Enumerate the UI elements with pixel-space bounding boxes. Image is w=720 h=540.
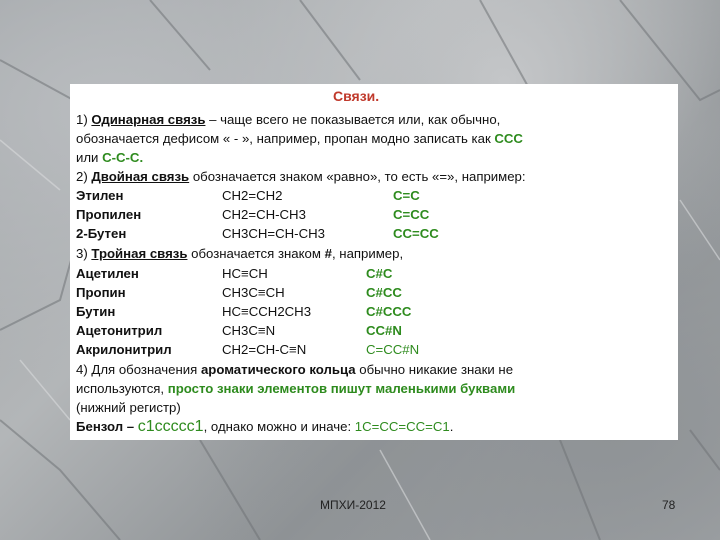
- aromatic-term: ароматического кольца: [200, 362, 356, 377]
- propane-smiles: CCC: [494, 131, 523, 146]
- compound-smiles: C=C: [393, 188, 420, 203]
- footer-text: МПХИ-2012: [320, 498, 386, 512]
- single-bond-line-3: [76, 149, 143, 167]
- triple-bond-line: [76, 245, 403, 263]
- compound-name: Пропилен: [76, 207, 142, 222]
- item-number: 1): [76, 112, 92, 127]
- double-bond-term: Двойная связь: [91, 169, 190, 184]
- compound-formula: HC≡CCH2CH3: [222, 304, 312, 319]
- compound-name: Акрилонитрил: [76, 342, 172, 357]
- slide-title: Связи.: [333, 88, 380, 104]
- aromatic-text-4: (нижний регистр): [76, 400, 181, 415]
- compound-smiles: C=CC: [393, 207, 430, 222]
- item-number: 3): [76, 246, 92, 261]
- aromatic-text: 4) Для обозначения: [76, 362, 201, 377]
- aromatic-text-2: обычно никакие знаки не: [355, 362, 514, 377]
- compound-smiles: C#C: [366, 266, 393, 281]
- benzene-smiles-kekule: 1C=CC=CC=C1: [354, 419, 450, 434]
- double-bond-text: обозначается знаком «равно», то есть «=», например:: [189, 169, 526, 184]
- benzene-period: .: [449, 419, 454, 434]
- benzene-text: , однако можно и иначе:: [203, 419, 355, 434]
- compound-formula: CH2=CH2: [222, 188, 283, 203]
- compound-name: Ацетонитрил: [76, 323, 163, 338]
- benzene-smiles-aromatic: c1ccccc1: [137, 418, 204, 435]
- single-bond-term: Одинарная связь: [91, 112, 206, 127]
- compound-name: Этилен: [76, 188, 124, 203]
- single-bond-text-2: обозначается дефисом « - », например, пропан модно записать как: [76, 131, 495, 146]
- compound-formula: CH2=CH-C≡N: [222, 342, 307, 357]
- single-bond-text: – чаще всего не показывается или, как обычно,: [205, 112, 501, 127]
- aromatic-line-1: [76, 361, 513, 379]
- compound-smiles: C=CC#N: [366, 342, 420, 357]
- compound-name: Пропин: [76, 285, 126, 300]
- single-bond-text-3: или: [76, 150, 103, 165]
- benzene-label: Бензол –: [76, 419, 138, 434]
- compound-formula: HC≡CH: [222, 266, 268, 281]
- compound-formula: CH3C≡CH: [222, 285, 285, 300]
- benzene-line: [76, 418, 453, 436]
- aromatic-line-2: [76, 380, 515, 398]
- compound-smiles: CC=CC: [393, 226, 439, 241]
- compound-smiles: C#CCC: [366, 304, 412, 319]
- single-bond-line-2: [76, 130, 523, 148]
- triple-bond-text-2: , например,: [331, 246, 404, 261]
- triple-bond-symbol: #: [324, 246, 332, 261]
- single-bond-line-1: [76, 111, 500, 129]
- aromatic-rule: просто знаки элементов пишут маленькими буквами: [167, 381, 516, 396]
- triple-bond-term: Тройная связь: [91, 246, 188, 261]
- page-number: 78: [662, 498, 676, 512]
- compound-smiles: CC#N: [366, 323, 402, 338]
- compound-smiles: C#CC: [366, 285, 402, 300]
- compound-formula: CH3CH=CH-CH3: [222, 226, 325, 241]
- aromatic-line-3: [76, 399, 181, 417]
- triple-bond-text: обозначается знаком: [187, 246, 325, 261]
- compound-name: Бутин: [76, 304, 116, 319]
- compound-formula: CH2=CH-CH3: [222, 207, 306, 222]
- compound-name: Ацетилен: [76, 266, 139, 281]
- compound-formula: CH3C≡N: [222, 323, 276, 338]
- double-bond-line: [76, 168, 526, 186]
- item-number: 2): [76, 169, 92, 184]
- propane-smiles-dashes: C-C-C.: [102, 150, 144, 165]
- compound-name: 2-Бутен: [76, 226, 127, 241]
- aromatic-text-3: используются,: [76, 381, 168, 396]
